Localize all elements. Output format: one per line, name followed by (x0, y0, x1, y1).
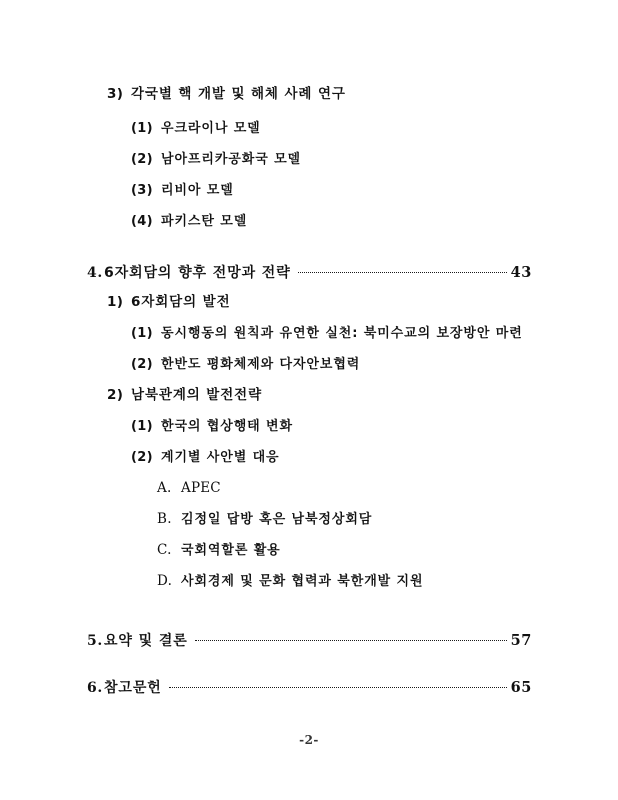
toc-page-number: 43 (510, 264, 532, 281)
toc-marker: 3) (107, 86, 124, 102)
toc-marker: (3) (131, 183, 153, 198)
toc-marker: B. (157, 511, 172, 527)
toc-label: 요약 및 결론 (104, 633, 188, 649)
toc-marker: 6. (87, 680, 103, 696)
toc-label: 한국의 협상행태 변화 (161, 419, 293, 434)
toc-entry[interactable] (157, 544, 281, 558)
toc-marker: (2) (131, 152, 153, 167)
toc-entry[interactable] (157, 575, 423, 589)
toc-label: 6자회담의 향후 전망과 전략 (104, 265, 291, 281)
toc-label: 김정일 답방 혹은 남북정상회담 (181, 512, 373, 527)
toc-label: 남아프리카공화국 모델 (161, 152, 302, 167)
toc-chapter-entry[interactable] (87, 263, 532, 281)
toc-entry[interactable] (107, 88, 346, 102)
toc-marker: D. (157, 573, 173, 589)
toc-marker: 4. (87, 265, 103, 281)
toc-entry[interactable] (107, 389, 262, 403)
toc-entry[interactable] (131, 451, 280, 464)
toc-label: 동시행동의 원칙과 유연한 실천: 북미수교의 보장방안 마련 (161, 326, 523, 341)
toc-marker: (4) (131, 214, 153, 229)
toc-entry[interactable] (107, 296, 231, 310)
toc-label: 국회역할론 활용 (181, 543, 281, 558)
toc-chapter-entry[interactable] (87, 631, 532, 649)
toc-label: 리비아 모델 (161, 183, 234, 198)
toc-page-number: 57 (510, 632, 532, 649)
toc-chapter-entry[interactable] (87, 678, 532, 696)
toc-entry[interactable] (131, 153, 301, 166)
toc-label: 사회경제 및 문화 협력과 북한개발 지원 (181, 574, 424, 589)
toc-marker: C. (157, 542, 172, 558)
toc-label: 6자회담의 발전 (131, 294, 231, 310)
toc-marker: (1) (131, 326, 153, 341)
toc-page-number: 65 (510, 679, 532, 696)
toc-label: 남북관계의 발전전략 (131, 387, 263, 403)
toc-entry[interactable] (131, 327, 523, 340)
toc-marker: (1) (131, 419, 153, 434)
toc-label: 계기별 사안별 대응 (161, 450, 280, 465)
toc-marker: (1) (131, 121, 153, 136)
toc-label: 우크라이나 모델 (161, 121, 261, 136)
toc-entry[interactable] (131, 358, 360, 371)
toc-entry[interactable] (157, 513, 372, 527)
toc-entry[interactable] (131, 122, 261, 135)
toc-entry[interactable] (131, 215, 247, 228)
leader-dots (169, 678, 507, 692)
leader-dots (298, 263, 507, 277)
toc-marker: A. (157, 480, 172, 496)
toc-label: 한반도 평화체제와 다자안보협력 (161, 357, 361, 372)
toc-marker: 1) (107, 294, 124, 310)
toc-marker: 5. (87, 633, 103, 649)
toc-label: 파키스탄 모델 (161, 214, 248, 229)
toc-label: APEC (181, 480, 221, 496)
toc-entry[interactable] (157, 482, 221, 496)
toc-label: 각국별 핵 개발 및 해체 사례 연구 (131, 86, 346, 102)
toc-marker: (2) (131, 357, 153, 372)
toc-label: 참고문헌 (104, 680, 162, 696)
toc-entry[interactable] (131, 420, 293, 433)
leader-dots (195, 631, 507, 645)
toc-marker: (2) (131, 450, 153, 465)
toc-entry[interactable] (131, 184, 234, 197)
page-footer-number: -2- (299, 733, 319, 747)
toc-marker: 2) (107, 387, 124, 403)
